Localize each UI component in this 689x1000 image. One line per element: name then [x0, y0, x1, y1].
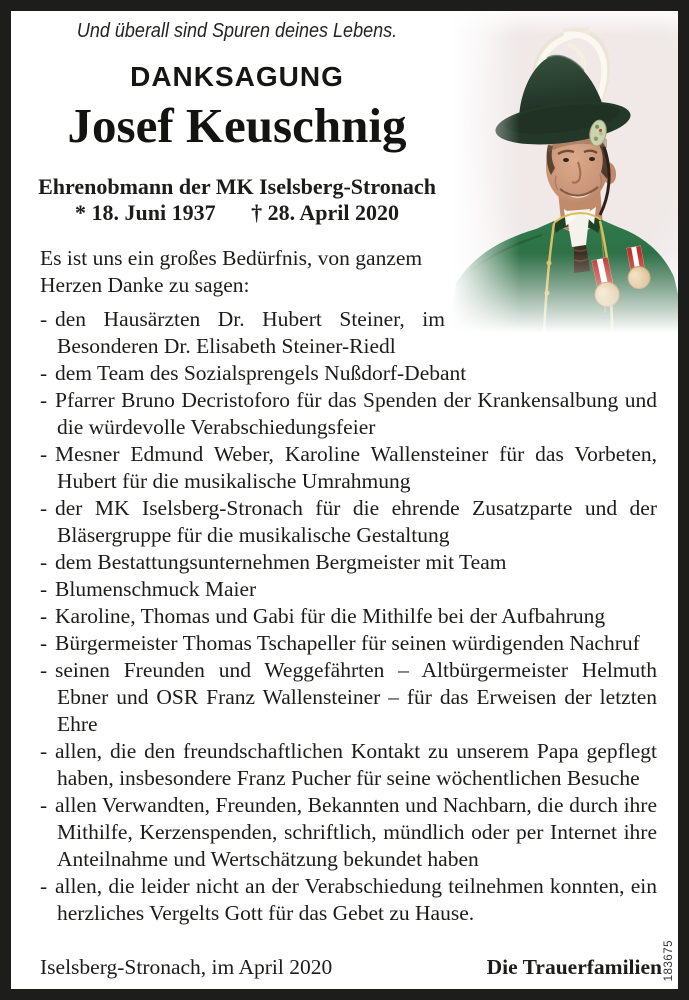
thanks-item: - allen Verwandten, Freunden, Bekannten und Nachbarn, die durch ihre Mithilfe, Kerzenspenden, schriftlich, mündlich oder per Internet ihre Anteilnahme und Wertschätzung bekundet haben: [40, 792, 657, 873]
thanks-item: - den Hausärzten Dr. Hubert Steiner, im Besonderen Dr. Elisabeth Steiner-Riedl: [40, 306, 657, 360]
deceased-role: Ehrenobmann der MK Iselsberg-Stronach: [38, 174, 436, 199]
thanks-item: - Pfarrer Bruno Decristoforo für das Spenden der Krankensalbung und die würdevolle Verabschiedungsfeier: [40, 387, 657, 441]
death-date: † 28. April 2020: [251, 200, 399, 225]
photo-wrap-spacer: [445, 245, 657, 345]
photo-fade-top: [450, 11, 678, 35]
place-and-date: Iselsberg-Stronach, im April 2020: [40, 955, 333, 979]
thanks-text: [40, 245, 657, 927]
reference-number: 183675: [663, 939, 675, 981]
thanks-item: - Blumenschmuck Maier: [40, 576, 657, 603]
obituary-card: [11, 11, 678, 989]
thanks-list: [40, 306, 657, 927]
footer-row: [40, 955, 662, 980]
thanks-item: - dem Bestattungsunternehmen Bergmeister mit Team: [40, 549, 657, 576]
thanks-item: - Mesner Edmund Weber, Karoline Wallensteiner für das Vorbeten, Hubert für die musikalische Umrahmung: [40, 441, 657, 495]
intro-paragraph: Es ist uns ein großes Bedürfnis, von ganzem Herzen Danke zu sagen:: [40, 246, 423, 297]
thanks-item: - allen, die leider nicht an der Verabschiedung teilnehmen konnten, ein herzliches Vergelts Gott für das Gebet zu Hause.: [40, 873, 657, 927]
birth-date: * 18. Juni 1937: [75, 200, 216, 225]
life-dates: [11, 200, 463, 226]
mourning-families-signature: Die Trauerfamilien: [486, 955, 662, 979]
thanks-item: - der MK Iselsberg-Stronach für die ehrende Zusatzparte und der Bläsergruppe für die musikalische Gestaltung: [40, 495, 657, 549]
memorial-quote: Und überall sind Spuren deines Lebens.: [76, 20, 398, 42]
thanks-item: - Bürgermeister Thomas Tschapeller für seinen würdigenden Nachruf: [40, 630, 657, 657]
thanks-item: - Karoline, Thomas und Gabi für die Mithilfe bei der Aufbahrung: [40, 603, 657, 630]
thanks-item: - allen, die den freundschaftlichen Kontakt zu unserem Papa gepflegt haben, insbesondere Franz Pucher für seine wöchentlichen Besuche: [40, 738, 657, 792]
thanks-item: - dem Team des Sozialsprengels Nußdorf-Debant: [40, 360, 657, 387]
deceased-name: Josef Keuschnig: [67, 98, 407, 153]
danksagung-heading: DANKSAGUNG: [130, 61, 344, 92]
thanks-item: - seinen Freunden und Weggefährten – Altbürgermeister Helmuth Ebner und OSR Franz Wallensteiner – für das Erweisen der letzten Ehre: [40, 657, 657, 738]
